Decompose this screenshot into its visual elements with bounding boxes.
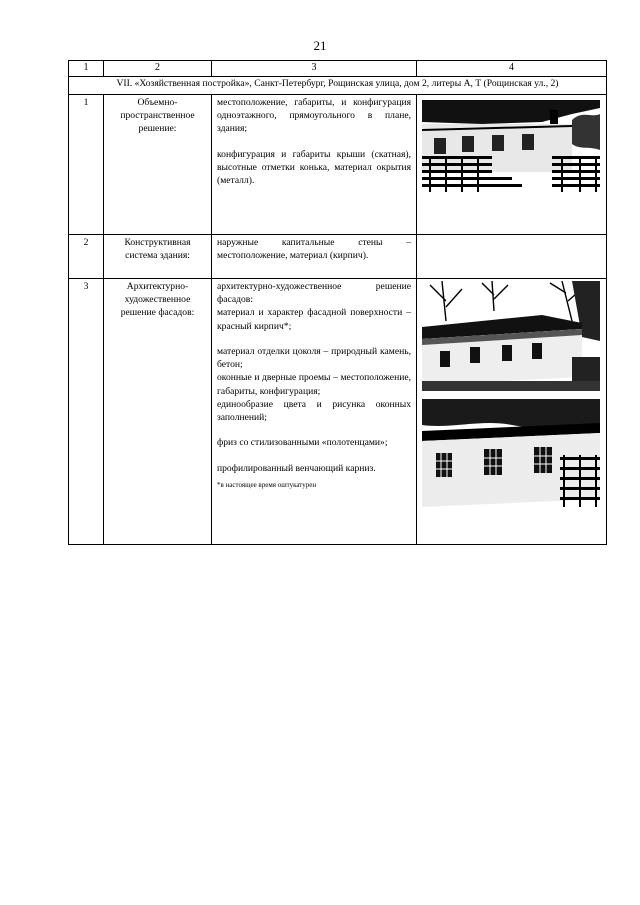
- row-description: [212, 95, 417, 235]
- building-photo: [422, 100, 600, 192]
- description-item: материал и характер фасадной поверхности – красный кирпич*;: [217, 307, 411, 332]
- table-row: [69, 95, 607, 235]
- facade-photo-bottom: [422, 399, 600, 507]
- row-name: Конструктивная система здания:: [104, 235, 212, 279]
- description-item: архитектурно-художественное решение фасадов:: [217, 281, 411, 306]
- protection-subject-table: [68, 60, 607, 545]
- header-col-2: 2: [104, 61, 212, 77]
- row-number: 2: [69, 235, 104, 279]
- header-col-1: 1: [69, 61, 104, 77]
- description-item: материал отделки цоколя – природный камень, бетон;: [217, 345, 411, 371]
- description-item: единообразие цвета и рисунка оконных заполнений;: [217, 398, 411, 424]
- table-row: [69, 279, 607, 545]
- table-row: [69, 235, 607, 279]
- description-item: профилированный венчающий карниз.: [217, 462, 376, 474]
- photo-cell: [417, 279, 607, 545]
- photo-cell-empty: [417, 235, 607, 279]
- description-item: конфигурация и габариты крыши (скатная), высотные отметки конька, материал окрытия (металл).: [217, 148, 411, 187]
- footnote: *в настоящее время оштукатурен: [217, 480, 317, 489]
- facade-photo-top: [422, 281, 600, 391]
- description-item: местоположение, габариты, и конфигурация одноэтажного, прямоугольного в плане, здания;: [217, 97, 411, 135]
- row-description: [212, 235, 417, 279]
- header-col-4: 4: [417, 61, 607, 77]
- page-number: 21: [313, 38, 327, 53]
- row-name: Архитектурно-художественное решение фасадов:: [104, 279, 212, 545]
- row-description: [212, 279, 417, 545]
- section-title: VII. «Хозяйственная постройка», Санкт-Петербург, Рощинская улица, дом 2, литеры А, Т (Рощинская ул., 2): [69, 77, 607, 95]
- description-item: оконные и дверные проемы – местоположение, габариты, конфигурация;: [217, 372, 411, 397]
- row-number: 1: [69, 95, 104, 235]
- row-name: Объемно-пространственное решение:: [104, 95, 212, 235]
- header-col-3: 3: [212, 61, 417, 77]
- section-row: [69, 77, 607, 95]
- row-number: 3: [69, 279, 104, 545]
- header-row: [69, 61, 607, 77]
- photo-cell: [417, 95, 607, 235]
- description-item: наружные капитальные стены – местоположение, материал (кирпич).: [217, 237, 411, 262]
- description-item: фриз со стилизованными «полотенцами»;: [217, 437, 388, 449]
